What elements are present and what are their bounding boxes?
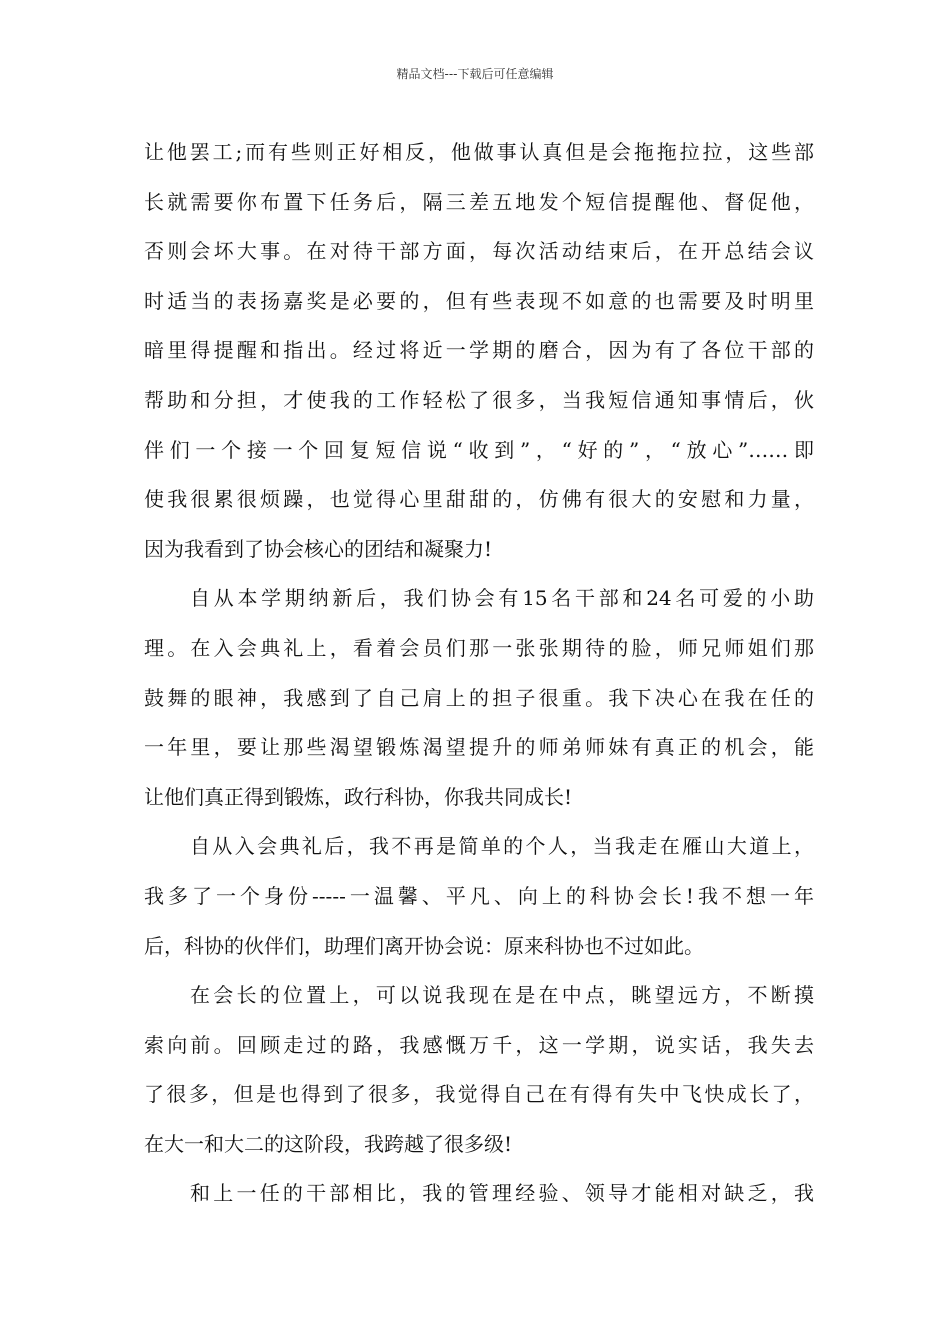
text-line: 让他们真正得到锻炼，政行科协，你我共同成长! [144, 784, 573, 809]
text-line: 否则会坏大事。在对待干部方面，每次活动结束后，在开总结会议 [144, 239, 814, 264]
text-line: 在大一和大二的这阶段，我跨越了很多级! [144, 1131, 513, 1156]
text-line: 后，科协的伙伴们，助理们离开协会说：原来科协也不过如此。 [144, 933, 704, 958]
text-line: 使我很累很烦躁，也觉得心里甜甜的，仿佛有很大的安慰和力量， [144, 487, 814, 512]
paragraph-first-line: 在会长的位置上，可以说我现在是在中点，眺望远方，不断摸 [190, 983, 814, 1008]
text-line: 时适当的表扬嘉奖是必要的，但有些表现不如意的也需要及时明里 [144, 288, 814, 313]
text-line: 让他罢工;而有些则正好相反，他做事认真但是会拖拖拉拉，这些部 [144, 140, 814, 164]
text-line: 一年里，要让那些渴望锻炼渴望提升的师弟师妹有真正的机会，能 [144, 735, 814, 760]
text-line: 暗里得提醒和指出。经过将近一学期的磨合，因为有了各位干部的 [144, 338, 814, 363]
text-line: 伴们一个接一个回复短信说“收到”，“好的”，“放心”……即 [144, 437, 814, 462]
text-line: 了很多，但是也得到了很多，我觉得自己在有得有失中飞快成长了， [144, 1082, 814, 1107]
text-line: 长就需要你布置下任务后，隔三差五地发个短信提醒他、督促他， [144, 189, 814, 214]
text-line: 我多了一个身份-----一温馨、平凡、向上的科协会长!我不想一年 [144, 883, 814, 908]
text-line: 帮助和分担，才使我的工作轻松了很多，当我短信通知事情后，伙 [144, 387, 814, 412]
paragraph-first-line: 和上一任的干部相比，我的管理经验、领导才能相对缺乏，我 [190, 1181, 814, 1206]
text-line: 因为我看到了协会核心的团结和凝聚力! [144, 536, 493, 561]
paragraph-first-line: 自从入会典礼后，我不再是简单的个人，当我走在雁山大道上， [190, 834, 814, 859]
paragraph-first-line: 自从本学期纳新后，我们协会有15名干部和24名可爱的小助 [190, 586, 814, 611]
text-line: 鼓舞的眼神，我感到了自己肩上的担子很重。我下决心在我在任的 [144, 685, 814, 710]
document-body [144, 128, 814, 1219]
text-line: 理。在入会典礼上，看着会员们那一张张期待的脸，师兄师姐们那 [144, 635, 814, 660]
page-header: 精品文档---下载后可任意编辑 [396, 67, 554, 81]
text-line: 索向前。回顾走过的路，我感慨万千，这一学期，说实话，我失去 [144, 1032, 814, 1057]
